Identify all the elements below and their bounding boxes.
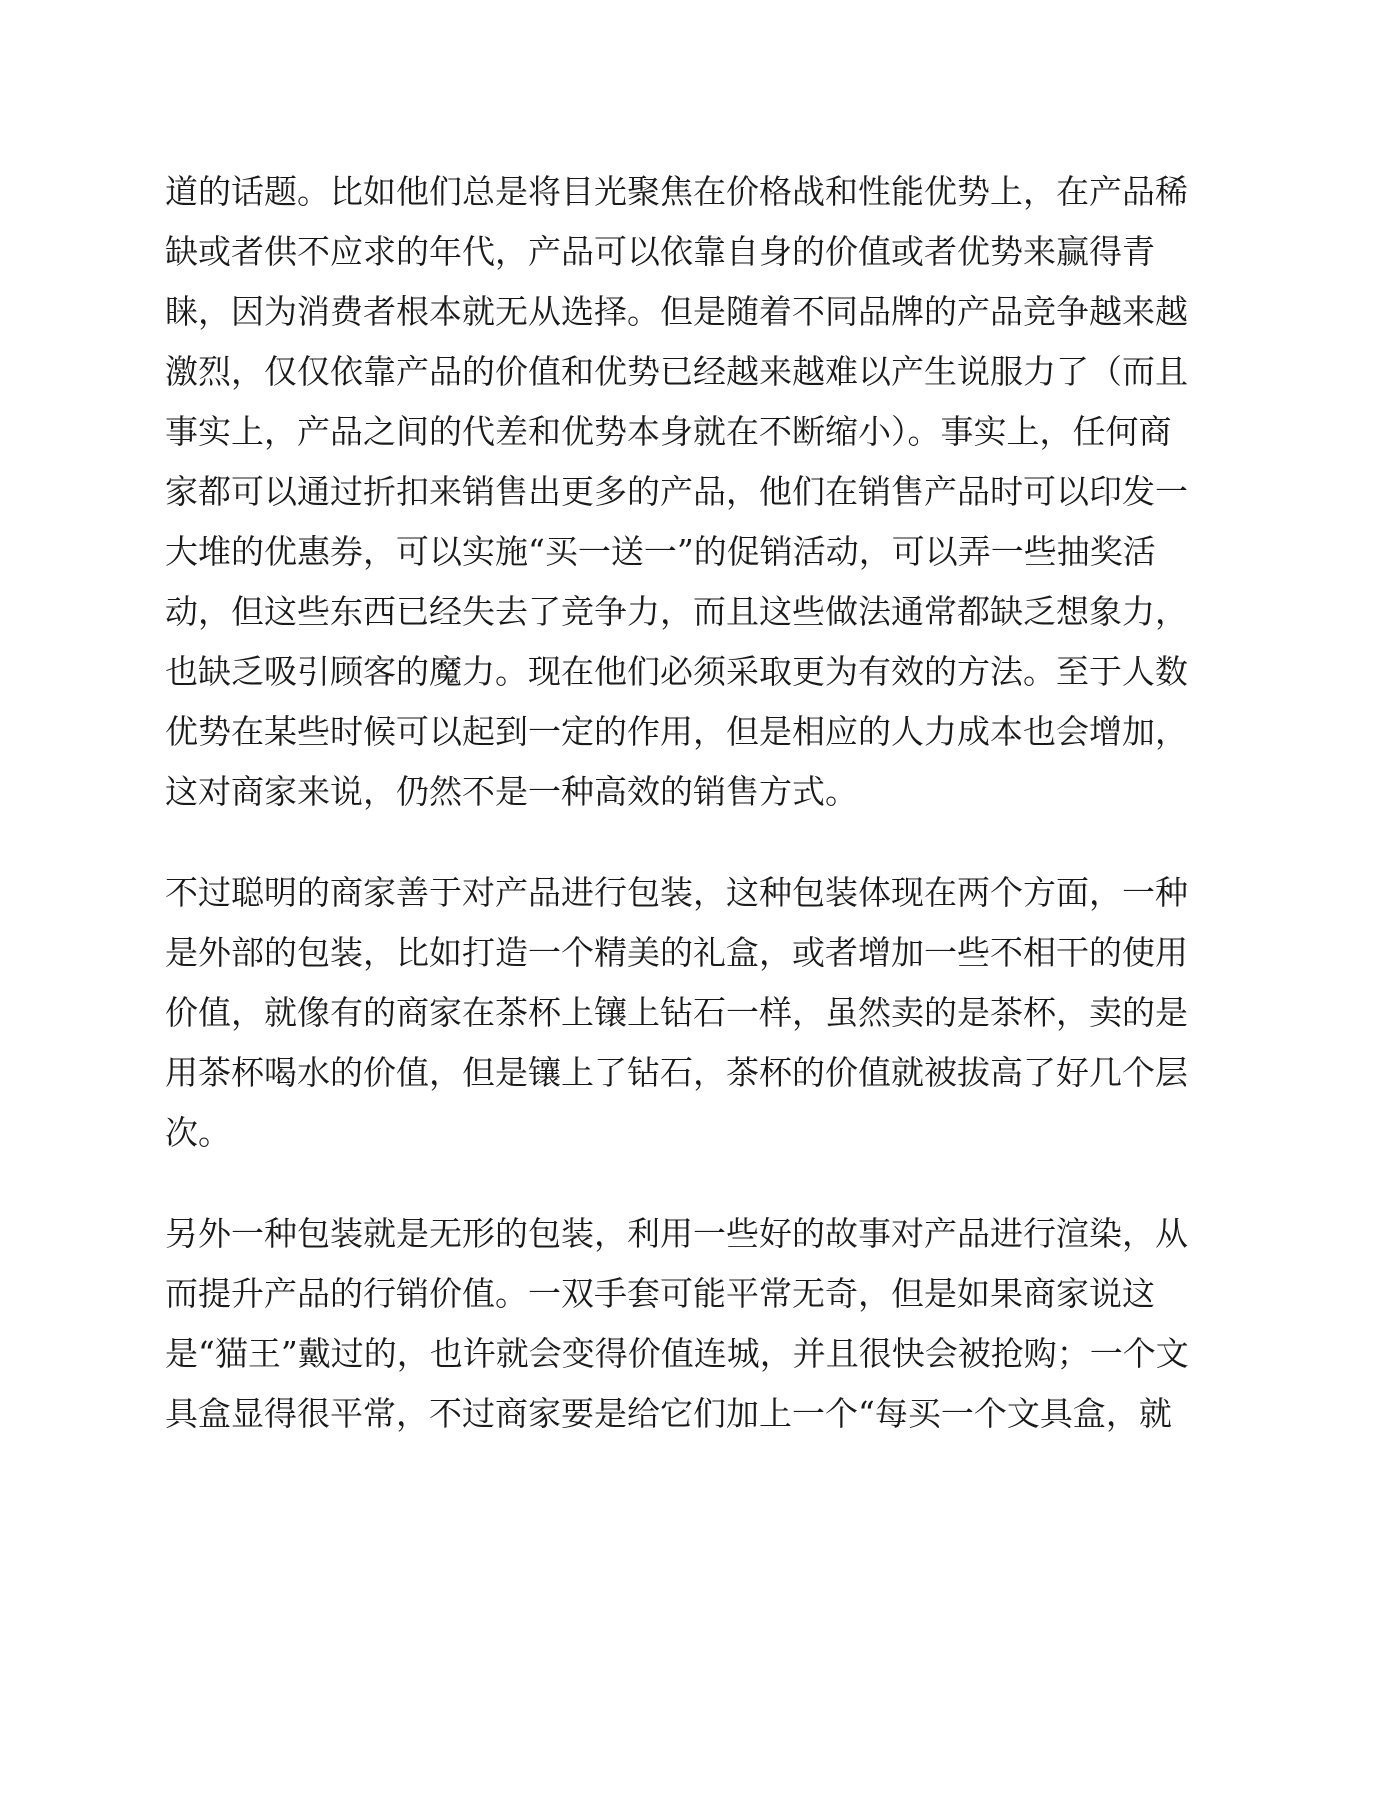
paragraph-spacer <box>165 822 1225 863</box>
text-line: 用茶杯喝水的价值，但是镶上了钻石，茶杯的价值就被拔高了好几个层 <box>165 1053 1188 1092</box>
text-line: 优势在某些时候可以起到一定的作用，但是相应的人力成本也会增加， <box>165 712 1188 751</box>
text-line: 是“猫王”戴过的，也许就会变得价值连城，并且很快会被抢购；一个文 <box>165 1334 1189 1373</box>
text-line: 次。 <box>165 1113 231 1152</box>
text-line: 睐，因为消费者根本就无从选择。但是随着不同品牌的产品竞争越来越 <box>165 292 1188 331</box>
body-text <box>165 162 1225 1444</box>
text-line: 是外部的包装，比如打造一个精美的礼盒，或者增加一些不相干的使用 <box>165 933 1188 972</box>
text-line: 激烈，仅仅依靠产品的价值和优势已经越来越难以产生说服力了（而且 <box>165 352 1188 391</box>
text-line: 不过聪明的商家善于对产品进行包装，这种包装体现在两个方面，一种 <box>165 873 1188 912</box>
text-line: 缺或者供不应求的年代，产品可以依靠自身的价值或者优势来赢得青 <box>165 232 1155 271</box>
text-line: 另外一种包装就是无形的包装，利用一些好的故事对产品进行渲染，从 <box>165 1214 1188 1253</box>
text-line: 也缺乏吸引顾客的魔力。现在他们必须采取更为有效的方法。至于人数 <box>165 652 1188 691</box>
text-line: 家都可以通过折扣来销售出更多的产品，他们在销售产品时可以印发一 <box>165 472 1188 511</box>
text-line: 而提升产品的行销价值。一双手套可能平常无奇，但是如果商家说这 <box>165 1274 1155 1313</box>
text-line: 价值，就像有的商家在茶杯上镶上钻石一样，虽然卖的是茶杯，卖的是 <box>165 993 1188 1032</box>
paragraph-3 <box>165 1204 1225 1444</box>
text-line: 动，但这些东西已经失去了竞争力，而且这些做法通常都缺乏想象力， <box>165 592 1188 631</box>
text-line: 大堆的优惠券，可以实施“买一送一”的促销活动，可以弄一些抽奖活 <box>165 532 1156 571</box>
text-line: 事实上，产品之间的代差和优势本身就在不断缩小）。事实上，任何商 <box>165 412 1172 451</box>
text-line: 这对商家来说，仍然不是一种高效的销售方式。 <box>165 772 858 811</box>
paragraph-spacer <box>165 1163 1225 1204</box>
text-line: 具盒显得很平常，不过商家要是给它们加上一个“每买一个文具盒，就 <box>165 1394 1172 1433</box>
text-line: 道的话题。比如他们总是将目光聚焦在价格战和性能优势上，在产品稀 <box>165 172 1188 211</box>
paragraph-2 <box>165 863 1225 1163</box>
paragraph-1 <box>165 162 1225 822</box>
